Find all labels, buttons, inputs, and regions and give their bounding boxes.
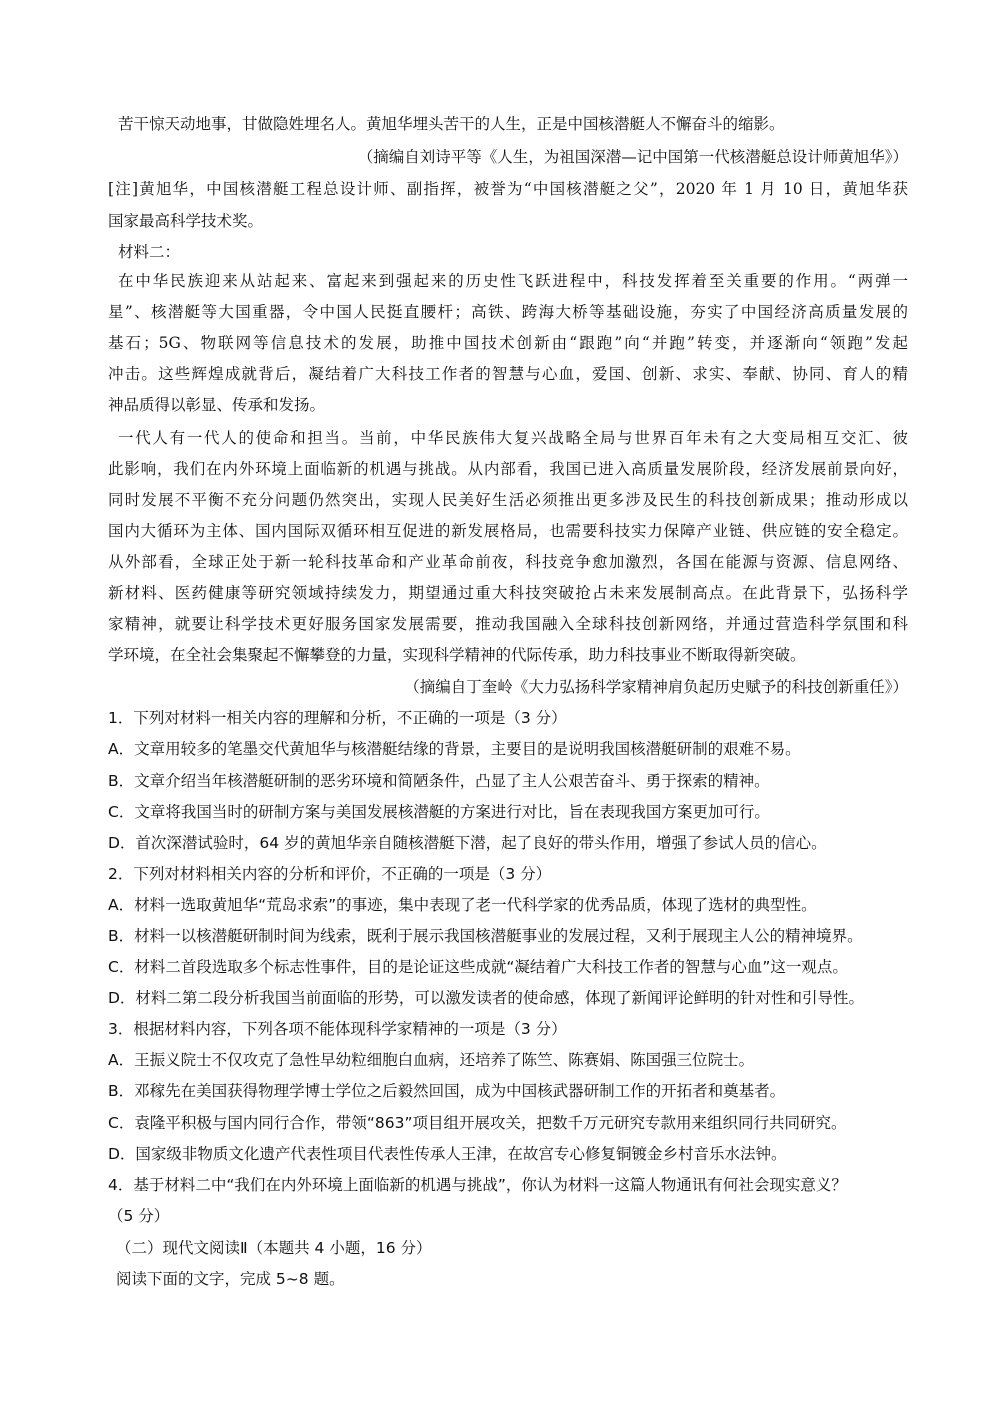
option-d: D．首次深潜试验时，64 岁的黄旭华亲自随核潜艇下潜，起了良好的带头作用，增强了参试人员的信心。 — [108, 834, 827, 852]
text-line: 基石；5G、物联网等信息技术的发展，助推中国技术创新由“跟跑”向“并跑”转变，并逐渐向“领跑”发起 — [108, 334, 908, 352]
section-heading: （二）现代文阅读Ⅱ（本题共 4 小题，16 分） — [116, 1239, 432, 1257]
text-line: 冲击。这些辉煌成就背后，凝结着广大科技工作者的智慧与心血，爱国、创新、求实、奉献、协同、育人的精 — [108, 365, 908, 383]
source-citation: （摘编自刘诗平等《人生，为祖国深潜—记中国第一代核潜艇总设计师黄旭华》） — [357, 148, 908, 166]
text-line: 一代人有一代人的使命和担当。当前，中华民族伟大复兴战略全局与世界百年未有之大变局相互交汇、彼 — [118, 429, 908, 447]
text-line: 同时发展不平衡不充分问题仍然突出，实现人民美好生活必须推出更多涉及民生的科技创新成果；推动形成以 — [108, 491, 908, 509]
text-line: 神品质得以彰显、传承和发扬。 — [108, 396, 326, 414]
text-line: 家精神，就要让科学技术更好服务国家发展需要，推动我国融入全球科技创新网络，并通过营造科学氛围和科 — [108, 615, 908, 633]
question-2: 2．下列对材料相关内容的分析和评价，不正确的一项是（3 分） — [108, 865, 552, 883]
note-line: 国家最高科学技术奖。 — [108, 212, 264, 230]
text-line: 此影响，我们在内外环境上面临新的机遇与挑战。从内部看，我国已进入高质量发展阶段，经济发展前景向好， — [108, 460, 908, 478]
option-c: C．文章将我国当时的研制方案与美国发展核潜艇的方案进行对比，旨在表现我国方案更加可行。 — [108, 803, 770, 821]
source-citation: （摘编自丁奎岭《大力弘扬科学家精神肩负起历史赋予的科技创新重任》） — [404, 678, 908, 696]
text-line: 学环境，在全社会集聚起不懈攀登的力量，实现科学精神的代际传承，助力科技事业不断取得新突破。 — [108, 646, 806, 664]
option-a: A．材料一选取黄旭华“荒岛求索”的事迹，集中表现了老一代科学家的优秀品质，体现了选材的典型性。 — [108, 896, 817, 914]
question-4-points: （5 分） — [108, 1207, 170, 1225]
text-line: 在中华民族迎来从站起来、富起来到强起来的历史性飞跃进程中，科技发挥着至关重要的作用。“两弹一 — [118, 272, 908, 290]
option-b: B．材料一以核潜艇研制时间为线索，既利于展示我国核潜艇事业的发展过程，又利于展现主人公的精神境界。 — [108, 927, 863, 945]
note-line: [注]黄旭华，中国核潜艇工程总设计师、副指挥，被誉为“中国核潜艇之父”，2020 年 1 月 10 日，黄旭华获 — [108, 180, 908, 198]
text-line: 新材料、医药健康等研究领域持续发力，期望通过重大科技突破抢占未来发展制高点。在此背景下，弘扬科学 — [108, 584, 908, 602]
option-b: B．文章介绍当年核潜艇研制的恶劣环境和简陋条件，凸显了主人公艰苦奋斗、勇于探索的精神。 — [108, 772, 770, 790]
question-4: 4．基于材料二中“我们在内外环境上面临新的机遇与挑战”，你认为材料一这篇人物通讯有何社会现实意义？ — [108, 1176, 847, 1194]
option-c: C．材料二首段选取多个标志性事件，目的是论证这些成就“凝结着广大科技工作者的智慧与心血”这一观点。 — [108, 958, 848, 976]
section-heading: 材料二： — [118, 243, 181, 261]
text-line: 苦干惊天动地事，甘做隐姓埋名人。黄旭华埋头苦干的人生，正是中国核潜艇人不懈奋斗的缩影。 — [118, 115, 785, 133]
option-c: C．袁隆平积极与国内同行合作，带领“863”项目组开展攻关，把数千万元研究专款用来组织同行共同研究。 — [108, 1114, 847, 1132]
text-line: 国内大循环为主体、国内国际双循环相互促进的新发展格局，也需要科技实力保障产业链、供应链的安全稳定。 — [108, 522, 908, 540]
instruction-line: 阅读下面的文字，完成 5~8 题。 — [116, 1270, 345, 1288]
option-a: A．文章用较多的笔墨交代黄旭华与核潜艇结缘的背景，主要目的是说明我国核潜艇研制的艰难不易。 — [108, 740, 801, 758]
question-1: 1．下列对材料一相关内容的理解和分析，不正确的一项是（3 分） — [108, 709, 567, 727]
option-b: B．邓稼先在美国获得物理学博士学位之后毅然回国，成为中国核武器研制工作的开拓者和奠基者。 — [108, 1082, 786, 1100]
question-3: 3．根据材料内容，下列各项不能体现科学家精神的一项是（3 分） — [108, 1020, 567, 1038]
text-line: 星”、核潜艇等大国重器，令中国人民挺直腰杆；高铁、跨海大桥等基础设施，夯实了中国经济高质量发展的 — [108, 303, 908, 321]
option-d: D．国家级非物质文化遗产代表性项目代表性传承人王津，在故宫专心修复铜镀金乡村音乐水法钟。 — [108, 1145, 787, 1163]
option-a: A．王振义院士不仅攻克了急性早幼粒细胞白血病，还培养了陈竺、陈赛娟、陈国强三位院士。 — [108, 1051, 755, 1069]
option-d: D．材料二第二段分析我国当前面临的形势，可以激发读者的使命感，体现了新闻评论鲜明的针对性和引导性。 — [108, 989, 864, 1007]
text-line: 从外部看，全球正处于新一轮科技革命和产业革命前夜，科技竞争愈加激烈，各国在能源与资源、信息网络、 — [108, 553, 908, 571]
